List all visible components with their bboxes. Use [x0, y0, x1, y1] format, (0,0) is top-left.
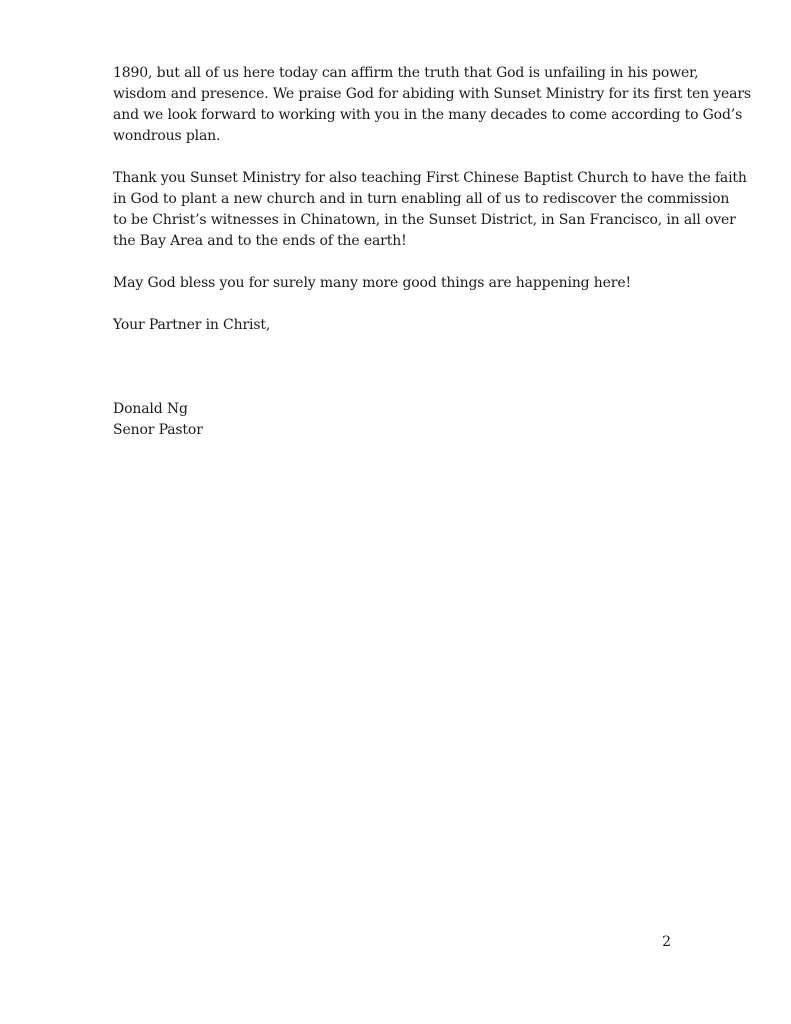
signer-name: Donald Ng: [113, 401, 188, 417]
letter-closing: Your Partner in Christ,: [113, 317, 271, 333]
paragraph-line: the Bay Area and to the ends of the earth!: [113, 233, 407, 249]
paragraph-line: to be Christ’s witnesses in Chinatown, in the Sunset District, in San Francisco, in all over: [113, 212, 736, 228]
signature-block: [113, 399, 693, 441]
paragraph-line: wondrous plan.: [113, 128, 221, 144]
page-number: 2: [662, 934, 671, 950]
paragraph-line: 1890, but all of us here today can affirm the truth that God is unfailing in his power,: [113, 65, 699, 81]
paragraph-anniversary: [113, 63, 751, 147]
paragraph-line: and we look forward to working with you in the many decades to come according to God’s: [113, 107, 743, 123]
paragraph-line: in God to plant a new church and in turn enabling all of us to rediscover the commission: [113, 191, 730, 207]
paragraph-blessing: [113, 273, 693, 294]
letter-body: [113, 63, 751, 441]
paragraph-line: wisdom and presence. We praise God for abiding with Sunset Ministry for its first ten years: [113, 86, 751, 102]
paragraph-thanks: [113, 168, 747, 252]
paragraph-line: Thank you Sunset Ministry for also teaching First Chinese Baptist Church to have the faith: [113, 170, 747, 186]
paragraph-line: May God bless you for surely many more good things are happening here!: [113, 275, 631, 291]
signer-title: Senor Pastor: [113, 422, 203, 438]
